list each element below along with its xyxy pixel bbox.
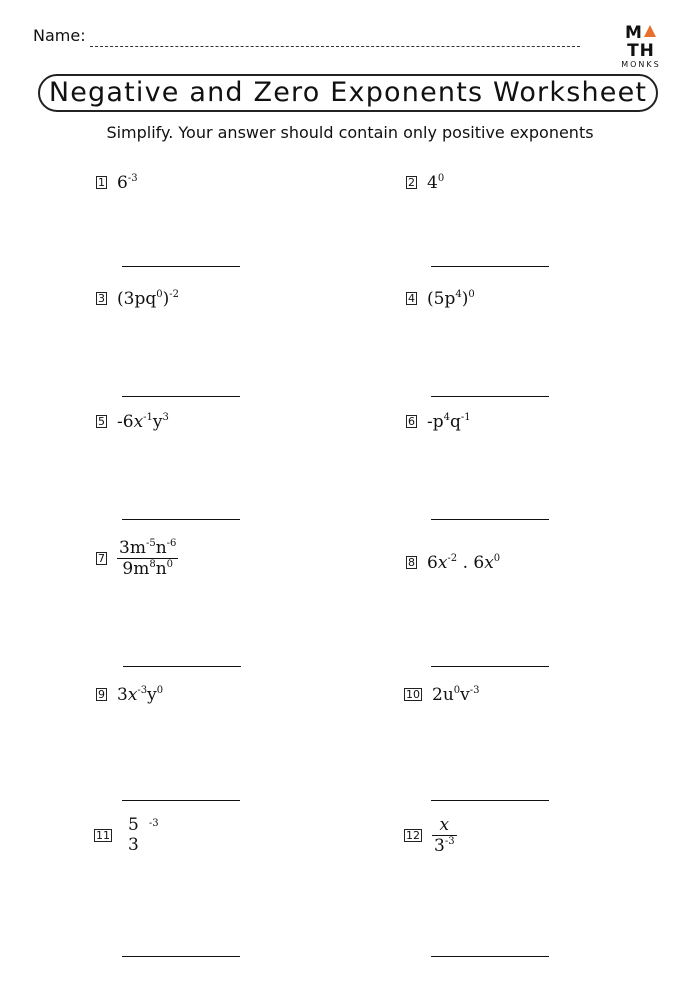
expression: $-6x^{-1}y^3$ bbox=[117, 411, 169, 432]
problem-number: 11 bbox=[96, 828, 110, 842]
numerator: 5 bbox=[128, 815, 139, 835]
problem-5 bbox=[96, 411, 169, 432]
numerator: x bbox=[439, 815, 450, 835]
fraction-expression bbox=[117, 538, 178, 579]
answer-line-9[interactable] bbox=[122, 800, 240, 801]
problem-number: 4 bbox=[408, 292, 415, 305]
name-label: Name: bbox=[33, 26, 86, 45]
logo-text-m: M bbox=[625, 23, 643, 43]
expression: $(3pq^0)^{-2}$ bbox=[117, 288, 179, 309]
name-field[interactable] bbox=[90, 46, 580, 47]
logo-triangle-icon bbox=[644, 25, 656, 37]
problem-9 bbox=[96, 684, 163, 705]
expression: $-p^4q^{-1}$ bbox=[427, 411, 471, 432]
problem-number: 12 bbox=[406, 829, 420, 842]
expression: $6^{-3}$ bbox=[117, 172, 138, 193]
page-title: Negative and Zero Exponents Worksheet bbox=[48, 77, 648, 108]
title-banner bbox=[38, 74, 658, 112]
problem-number: 7 bbox=[98, 552, 105, 565]
problem-number: 2 bbox=[408, 176, 415, 189]
expression: $3x^{-3}y^0$ bbox=[117, 684, 164, 705]
problem-8 bbox=[406, 552, 500, 573]
expression: $6x^{-2}$ . $6x^0$ bbox=[427, 552, 501, 573]
answer-line-7[interactable] bbox=[123, 666, 241, 667]
problem-number: 1 bbox=[98, 176, 105, 189]
problem-3 bbox=[96, 288, 179, 309]
instructions: Simplify. Your answer should contain only positive exponents bbox=[106, 123, 594, 142]
answer-line-4[interactable] bbox=[431, 396, 549, 397]
math-monks-logo bbox=[612, 24, 670, 70]
problem-7 bbox=[96, 538, 178, 579]
exponent: -3 bbox=[148, 817, 159, 829]
answer-line-2[interactable] bbox=[431, 266, 549, 267]
problem-2 bbox=[406, 172, 444, 193]
problem-number: 10 bbox=[406, 688, 420, 701]
fraction-expression bbox=[432, 815, 457, 856]
answer-line-6[interactable] bbox=[431, 519, 549, 520]
answer-line-10[interactable] bbox=[431, 800, 549, 801]
fraction-expression bbox=[126, 815, 141, 855]
numerator: $3m^{-5}n^{-6}$ bbox=[119, 538, 177, 558]
problem-number: 6 bbox=[408, 415, 415, 428]
logo-text-th: TH bbox=[627, 41, 655, 61]
answer-line-1[interactable] bbox=[122, 266, 240, 267]
problem-number: 8 bbox=[408, 556, 415, 569]
expression: $4^0$ bbox=[427, 172, 445, 193]
answer-line-5[interactable] bbox=[122, 519, 240, 520]
answer-line-11[interactable] bbox=[122, 956, 240, 957]
problem-10 bbox=[404, 684, 480, 705]
denominator: 3 bbox=[128, 835, 139, 855]
answer-line-12[interactable] bbox=[431, 956, 549, 957]
problem-11 bbox=[94, 815, 159, 855]
problem-1 bbox=[96, 172, 138, 193]
problem-number: 5 bbox=[98, 415, 105, 428]
problem-6 bbox=[406, 411, 471, 432]
expression: $2u^0v^{-3}$ bbox=[432, 684, 480, 705]
logo-subtext: MONKS bbox=[621, 60, 661, 69]
answer-line-3[interactable] bbox=[122, 396, 240, 397]
problem-number: 9 bbox=[98, 688, 105, 701]
problem-number: 3 bbox=[98, 292, 105, 305]
answer-line-8[interactable] bbox=[431, 666, 549, 667]
problem-12 bbox=[404, 815, 457, 856]
expression: $(5p^4)^0$ bbox=[427, 288, 475, 309]
problem-4 bbox=[406, 288, 475, 309]
denominator: $9m^8n^0$ bbox=[117, 558, 178, 579]
denominator: $3^{-3}$ bbox=[434, 836, 455, 856]
